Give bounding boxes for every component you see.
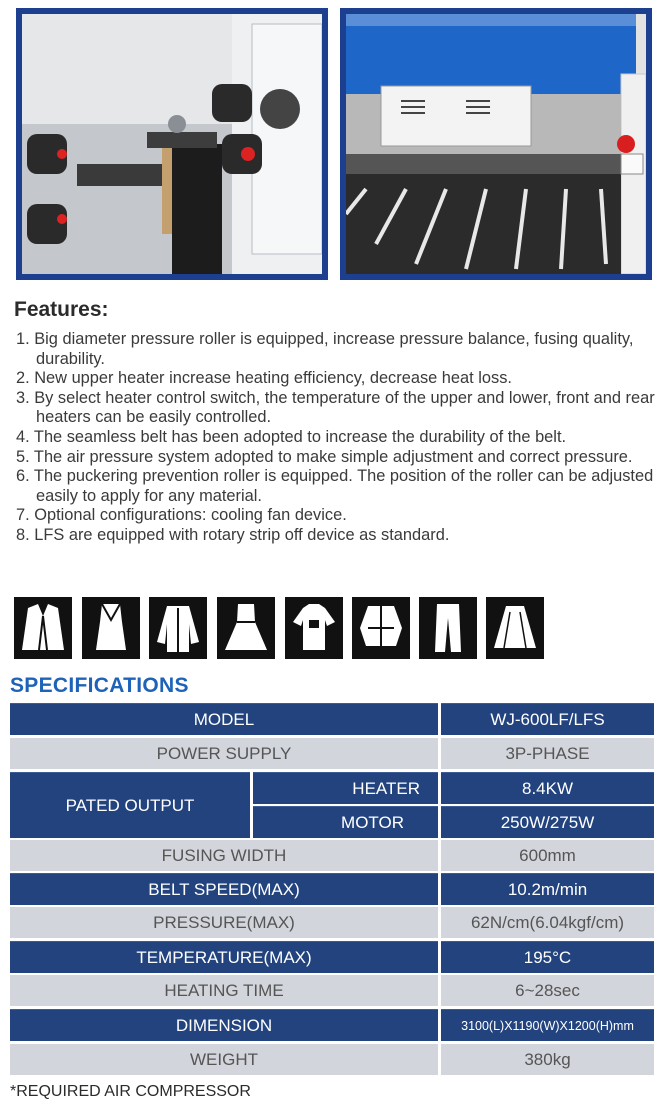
fusing-width-label: FUSING WIDTH xyxy=(10,840,438,871)
heating-time-value: 6~28sec xyxy=(441,975,654,1006)
jacket-icon xyxy=(352,597,410,659)
dimension-label: DIMENSION xyxy=(10,1009,438,1041)
heating-time-label: HEATING TIME xyxy=(10,975,438,1006)
feature-item: 8. LFS are equipped with rotary strip off device as standard. xyxy=(16,525,450,544)
power-supply-label: POWER SUPPLY xyxy=(10,738,438,769)
air-compressor-note: *REQUIRED AIR COMPRESSOR xyxy=(10,1083,251,1100)
features-title: Features: xyxy=(14,298,109,321)
feature-item: 2. New upper heater increase heating efficiency, decrease heat loss. xyxy=(16,369,512,388)
temperature-label: TEMPERATURE(MAX) xyxy=(10,941,438,973)
fusing-width-value: 600mm xyxy=(441,840,654,871)
motor-label: MOTOR xyxy=(253,806,438,838)
coat-icon xyxy=(149,597,207,659)
garment-icons-row xyxy=(14,597,654,659)
suit-jacket-icon xyxy=(14,597,72,659)
feature-item: 4. The seamless belt has been adopted to increase the durability of the belt. xyxy=(16,427,567,446)
shirt-icon xyxy=(285,597,343,659)
trousers-icon xyxy=(419,597,477,659)
heater-label: HEATER xyxy=(253,772,438,804)
skirt-icon xyxy=(486,597,544,659)
weight-value: 380kg xyxy=(441,1044,654,1075)
model-label: MODEL xyxy=(10,703,438,735)
weight-label: WEIGHT xyxy=(10,1044,438,1075)
dress-icon xyxy=(217,597,275,659)
feature-item: 5. The air pressure system adopted to make simple adjustment and correct pressure. xyxy=(16,447,633,466)
roller-photo xyxy=(16,8,328,280)
belt-speed-value: 10.2m/min xyxy=(441,873,654,905)
feature-item: 6. The puckering prevention roller is equipped. The position of the roller can be adjusted easily to apply for any material. xyxy=(16,467,654,505)
belt-speed-label: BELT SPEED(MAX) xyxy=(10,873,438,905)
model-value: WJ-600LF/LFS xyxy=(441,703,654,735)
heater-photo xyxy=(340,8,652,280)
motor-value: 250W/275W xyxy=(441,806,654,838)
features-list xyxy=(16,330,661,546)
pressure-label: PRESSURE(MAX) xyxy=(10,907,438,938)
heater-value: 8.4KW xyxy=(441,772,654,804)
vest-dress-icon xyxy=(82,597,140,659)
temperature-value: 195°C xyxy=(441,941,654,973)
dimension-value: 3100(L)X1190(W)X1200(H)mm xyxy=(441,1009,654,1041)
specifications-title: SPECIFICATIONS xyxy=(10,674,189,697)
rated-output-label: PATED OUTPUT xyxy=(10,772,250,838)
power-supply-value: 3P-PHASE xyxy=(441,738,654,769)
feature-item: 7. Optional configurations: cooling fan device. xyxy=(16,506,347,525)
pressure-value: 62N/cm(6.04kgf/cm) xyxy=(441,907,654,938)
feature-item: 1. Big diameter pressure roller is equipped, increase pressure balance, fusing quality, durability. xyxy=(16,330,634,368)
feature-item: 3. By select heater control switch, the temperature of the upper and lower, front and rear heaters can be easily controlled. xyxy=(16,388,655,427)
